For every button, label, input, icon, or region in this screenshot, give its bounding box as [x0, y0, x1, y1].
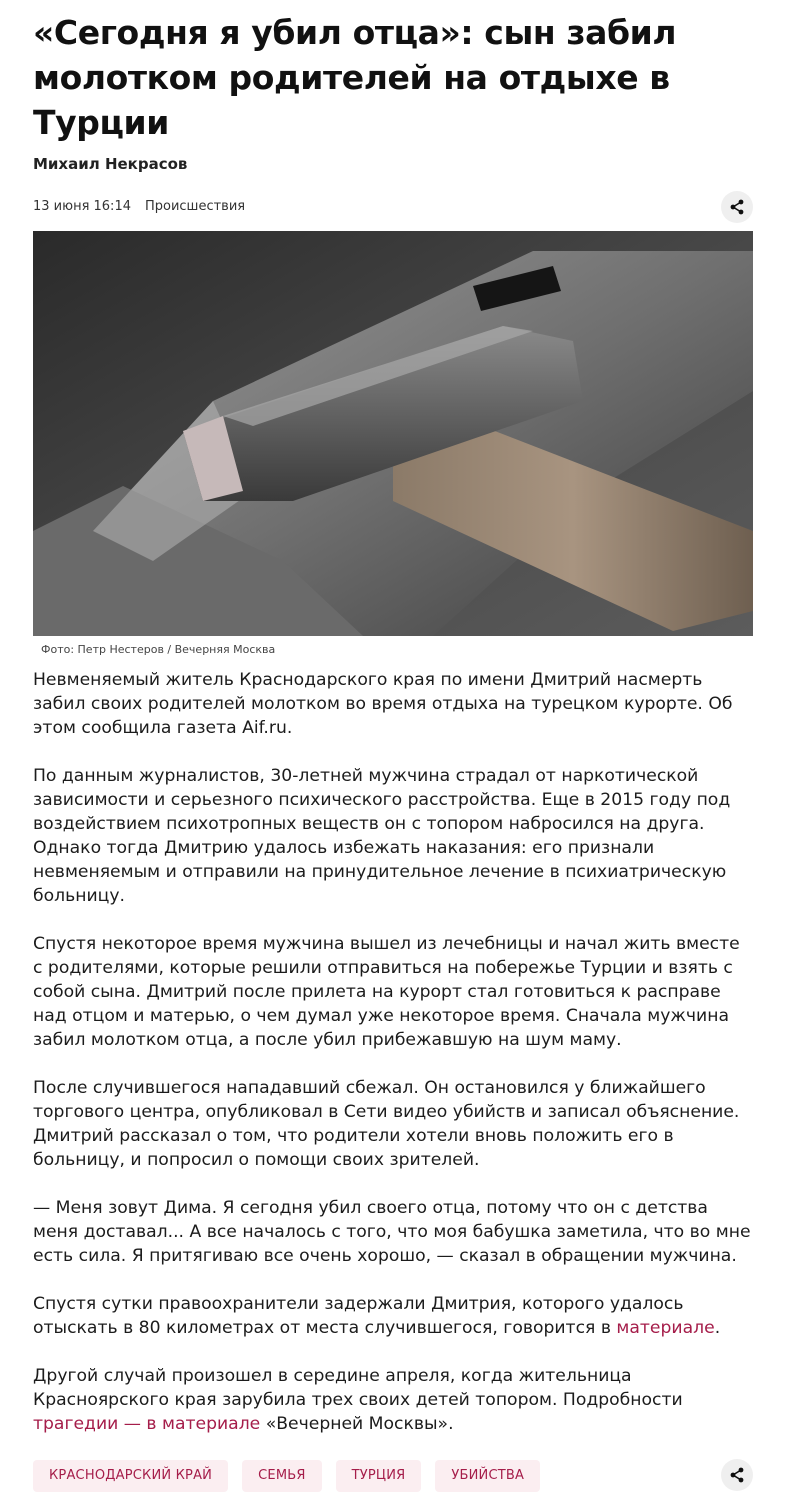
paragraph: Невменяемый житель Краснодарского края по имени Дмитрий насмерть забил своих родителей молотком во время отдыха на турецком курорте. Об этом сообщила газета Aif.ru. [33, 670, 733, 738]
photo-caption: Фото: Петр Нестеров / Вечерняя Москва [41, 643, 276, 656]
paragraph: — Меня зовут Дима. Я сегодня убил своего отца, потому что он с детства меня доставал... А все началось с того, что моя бабушка заметила, что во мне есть сила. Я притягиваю все очень хорошо, — сказал в обращении мужчина. [33, 1198, 751, 1266]
article-title: «Сегодня я убил отца»: сын забил молотком родителей на отдыхе в Турции [33, 13, 677, 142]
paragraph: По данным журналистов, 30-летней мужчина страдал от наркотической зависимости и серьезного психического расстройства. Еще в 2015 году под воздействием психотропных веществ он с топором набросился на друга. Однако тогда Дмитрию удалось избежать наказания: его признали невменяемым и отправили на принудительное лечение в психиатрическую больницу. [33, 766, 731, 906]
paragraph [33, 1364, 753, 1436]
tag-krasnodar[interactable]: КРАСНОДАРСКИЙ КРАЙ [33, 1460, 228, 1492]
paragraph [33, 1292, 753, 1340]
tag-family[interactable]: СЕМЬЯ [242, 1460, 321, 1492]
share-icon [729, 1467, 745, 1483]
tag-murders[interactable]: УБИЙСТВА [435, 1460, 540, 1492]
paragraph-text: Спустя сутки правоохранители задержали Дмитрия, которого удалось отыскать в 80 километрах от места случившегося, говорится в [33, 1294, 684, 1338]
article-body [33, 668, 753, 1460]
tag-turkey[interactable]: ТУРЦИЯ [336, 1460, 422, 1492]
share-button-bottom[interactable] [721, 1459, 753, 1491]
hammer-anvil-image [33, 231, 753, 636]
paragraph-text: «Вечерней Москвы». [260, 1414, 454, 1434]
paragraph-text: . [714, 1318, 721, 1338]
paragraph: Спустя некоторое время мужчина вышел из лечебницы и начал жить вместе с родителями, которые решили отправиться на побережье Турции и взять с собой сына. Дмитрий после прилета на курорт стал готовиться к расправе над отцом и матерью, о чем думал уже некоторое время. Сначала мужчина забил молотком отца, а после убил прибежавшую на шум маму. [33, 934, 740, 1050]
rubric-link[interactable]: Происшествия [144, 199, 246, 214]
paragraph-text: Другой случай произошел в середине апреля, когда жительница Красноярского края зарубила трех своих детей топором. Подробности [33, 1366, 683, 1410]
share-button[interactable] [721, 191, 753, 223]
paragraph: После случившегося нападавший сбежал. Он остановился у ближайшего торгового центра, опубликовал в Сети видео убийств и записал объяснение. Дмитрий рассказал о том, что родители хотели вновь положить его в больницу, и попросил о помощи своих зрителей. [33, 1078, 740, 1170]
material-link[interactable]: материале [616, 1318, 715, 1338]
share-icon [729, 199, 745, 215]
tragedy-material-link[interactable]: трагедии — в материале [33, 1414, 261, 1434]
article-meta [33, 199, 245, 214]
author-name[interactable]: Михаил Некрасов [33, 155, 188, 173]
article-photo [33, 231, 753, 636]
tag-list [33, 1460, 540, 1492]
publish-date: 13 июня 16:14 [33, 199, 131, 214]
